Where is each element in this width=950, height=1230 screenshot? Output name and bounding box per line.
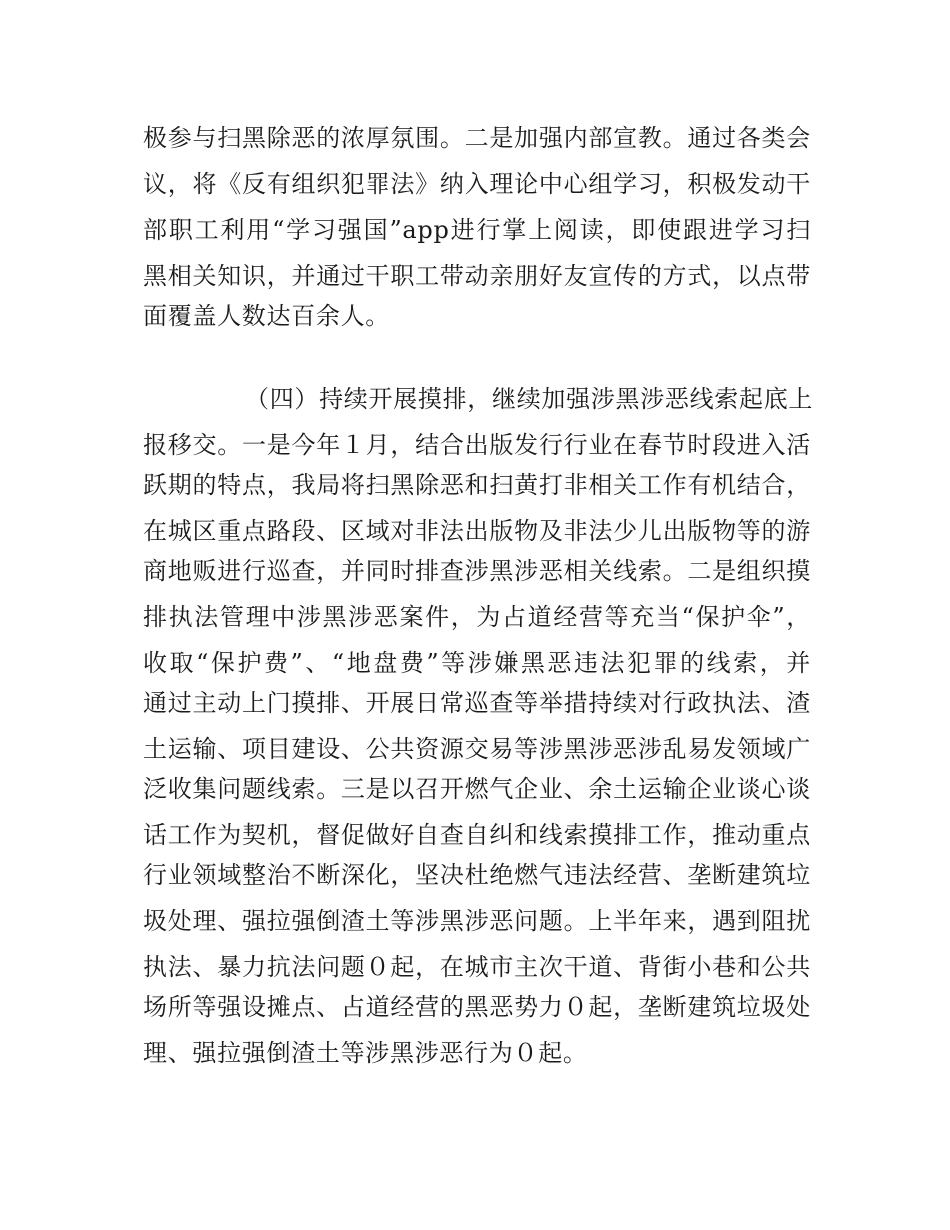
paragraph-line: 黑相关知识，并通过干职工带动亲朋好友宣传的方式，以点带 — [143, 262, 811, 290]
paragraph-line: 行业领域整治不断深化，坚决杜绝燃气违法经营、垄断建筑垃 — [143, 861, 811, 889]
paragraph-line: 部职工利用“学习强国”app进行掌上阅读，即使跟进学习扫 — [143, 216, 811, 244]
paragraph-line: 议，将《反有组织犯罪法》纳入理论中心组学习，积极发动干 — [143, 170, 811, 198]
paragraph-line: 理、强拉强倒渣土等涉黑涉恶行为０起。 — [143, 1039, 588, 1067]
section-heading-line: （四）持续开展摸排，继续加强涉黑涉恶线索起底上 — [245, 385, 814, 413]
paragraph-line: 泛收集问题线索。三是以召开燃气企业、余土运输企业谈心谈 — [143, 775, 811, 803]
paragraph-line: 跃期的特点，我局将扫黑除恶和扫黄打非相关工作有机结合， — [143, 471, 811, 499]
paragraph-line: 面覆盖人数达百余人。 — [143, 302, 390, 330]
paragraph-line: 排执法管理中涉黑涉恶案件，为占道经营等充当“保护伞”， — [143, 603, 811, 631]
paragraph-line: 商地贩进行巡查，并同时排查涉黑涉恶相关线索。二是组织摸 — [143, 557, 811, 585]
paragraph-line: 话工作为契机，督促做好自查自纠和线索摸排工作，推动重点 — [143, 821, 811, 849]
paragraph-line: 在城区重点路段、区域对非法出版物及非法少儿出版物等的游 — [143, 517, 811, 545]
paragraph-line: 报移交。一是今年１月，结合出版发行行业在春节时段进入活 — [143, 431, 811, 459]
paragraph-line: 极参与扫黑除恶的浓厚氛围。二是加强内部宣教。通过各类会 — [143, 124, 811, 152]
paragraph-line: 圾处理、强拉强倒渣土等涉黑涉恶问题。上半年来，遇到阻扰 — [143, 907, 811, 935]
paragraph-line: 通过主动上门摸排、开展日常巡查等举措持续对行政执法、渣 — [143, 689, 811, 717]
paragraph-line: 执法、暴力抗法问题０起，在城市主次干道、背街小巷和公共 — [143, 953, 811, 981]
paragraph-line: 土运输、项目建设、公共资源交易等涉黑涉恶涉乱易发领域广 — [143, 735, 811, 763]
paragraph-line: 收取“保护费”、“地盘费”等涉嫌黑恶违法犯罪的线索，并 — [143, 649, 811, 677]
paragraph-line: 场所等强设摊点、占道经营的黑恶势力０起，垄断建筑垃圾处 — [143, 993, 811, 1021]
